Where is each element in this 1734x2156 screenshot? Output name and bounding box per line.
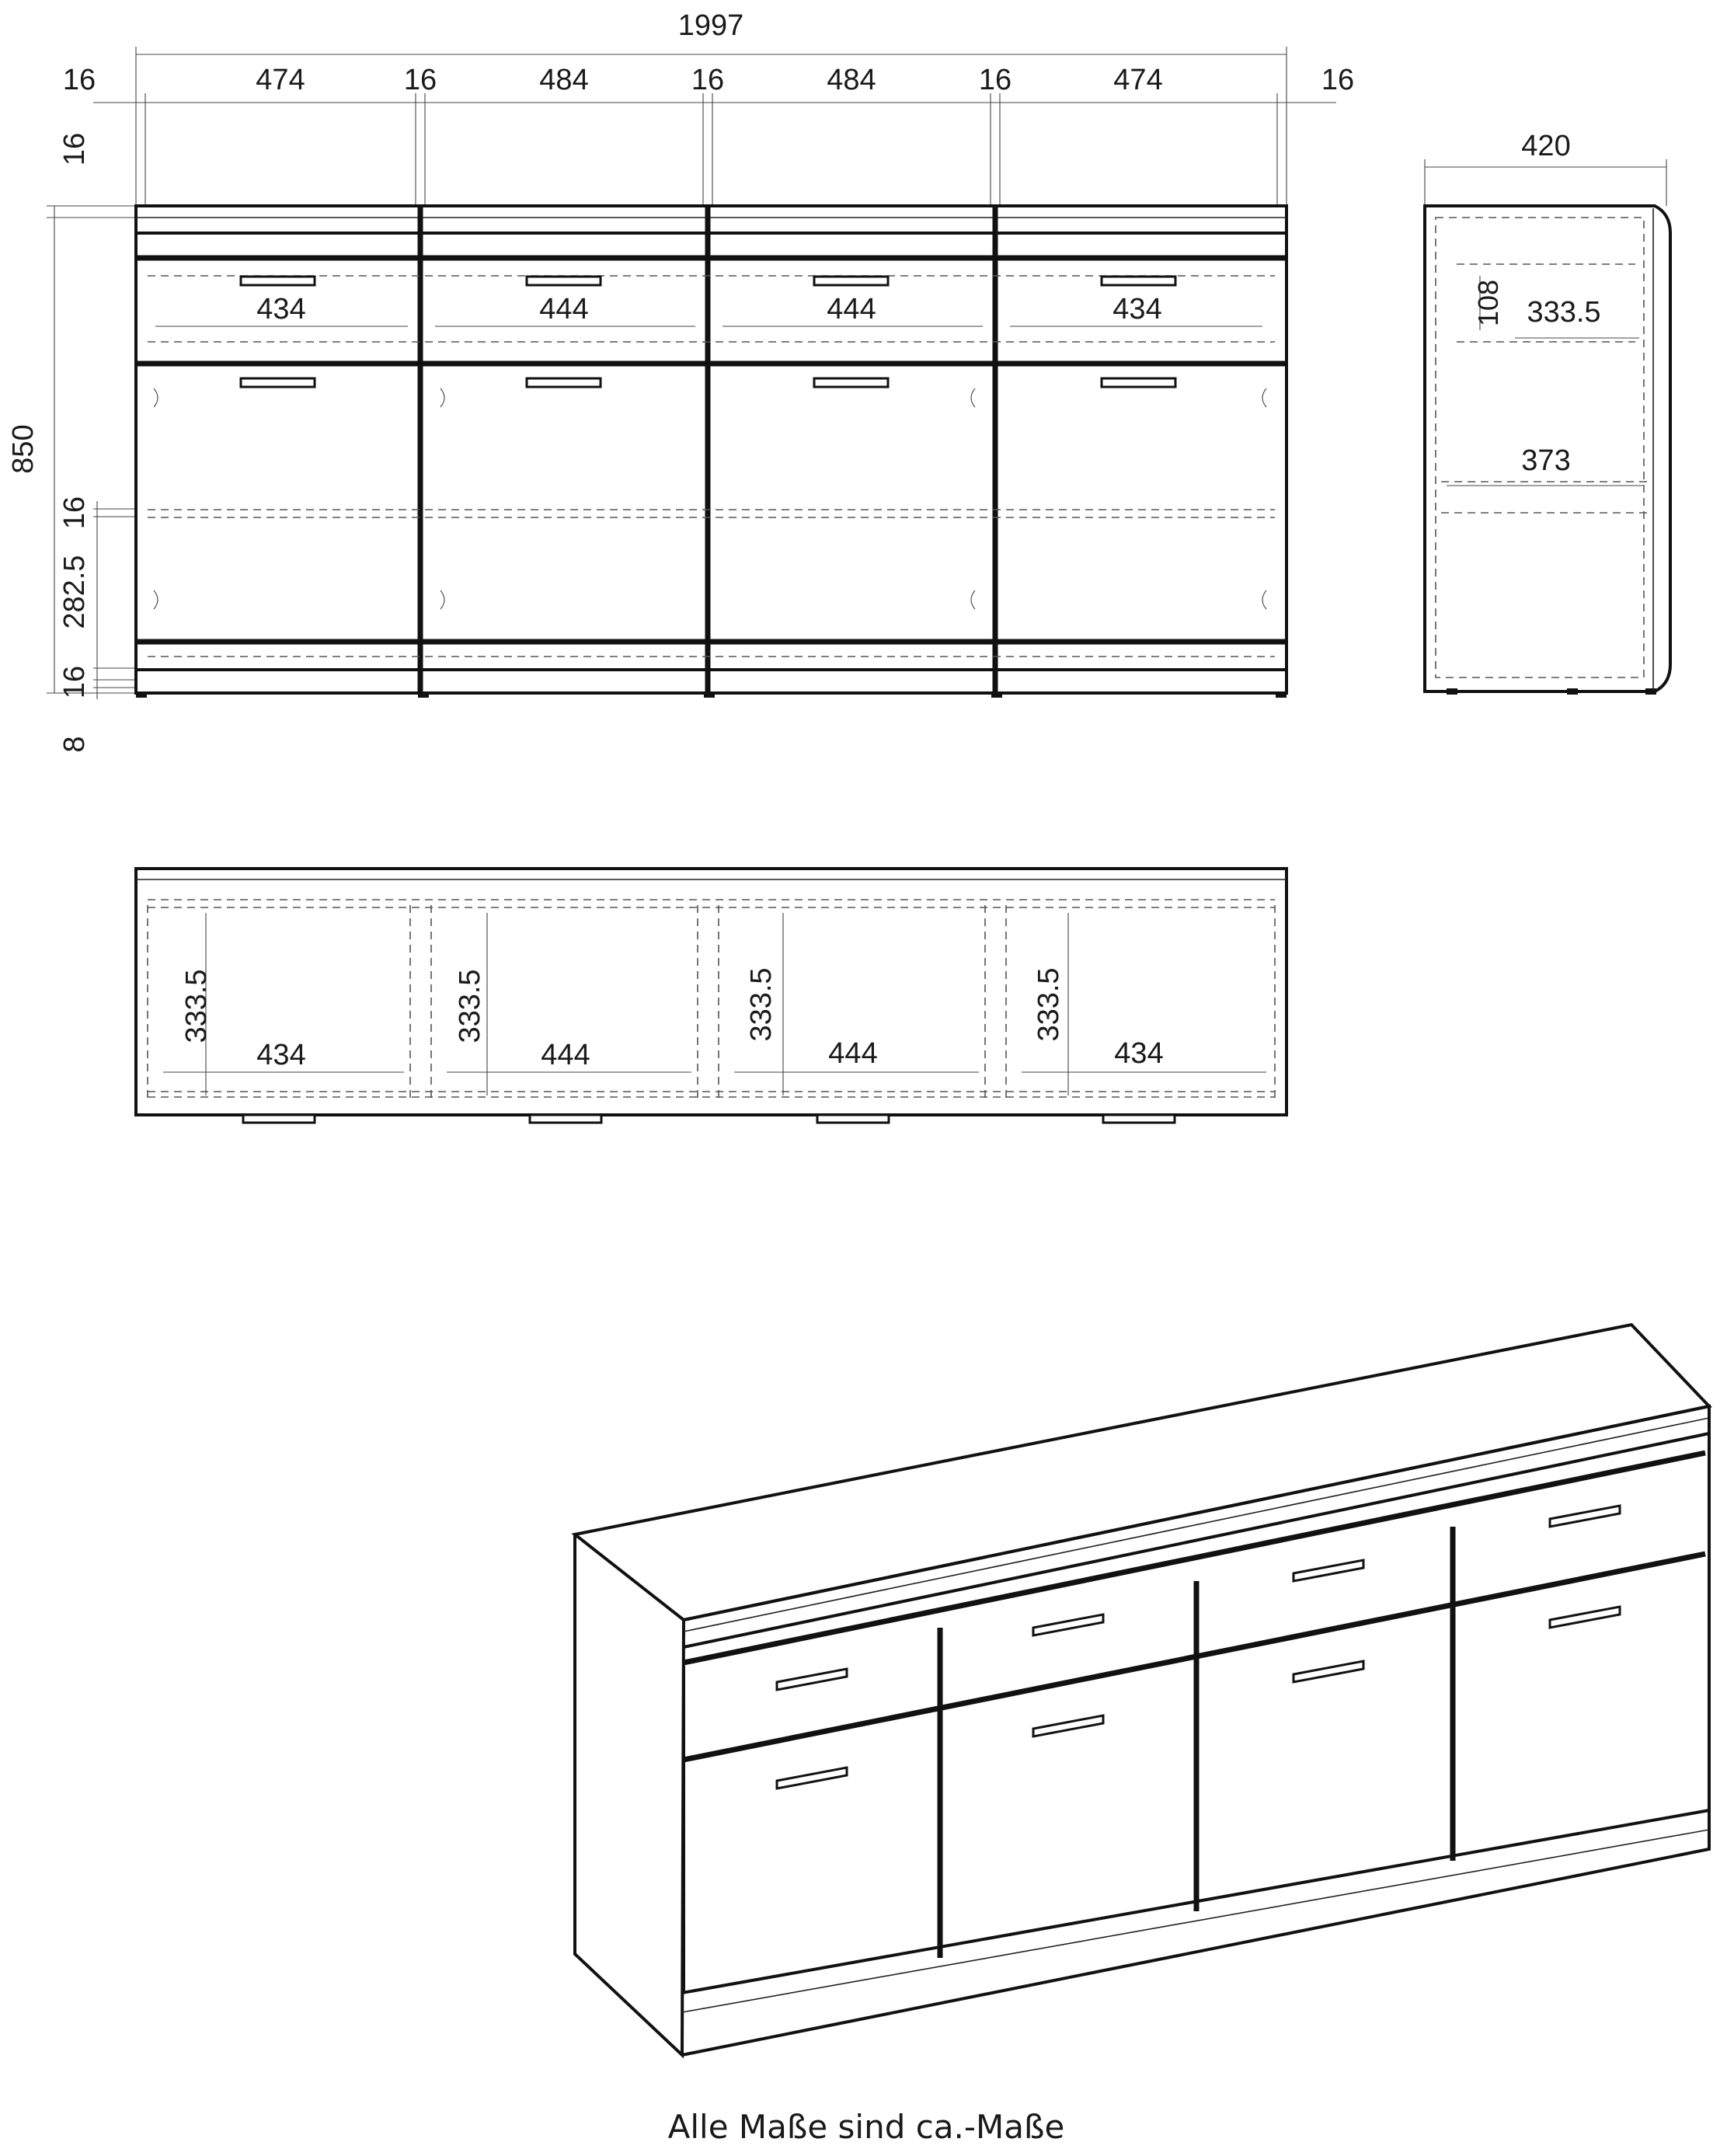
dim-col-2: 484 [539, 64, 589, 96]
front-view [7, 9, 1354, 753]
dim-foot-height: 8 [58, 736, 91, 753]
dim-top-panel: 16 [58, 132, 91, 166]
top-drawer-depth-4: 333.5 [1032, 967, 1065, 1042]
dim-divider-3: 16 [978, 64, 1012, 96]
front-drawer-width-4: 434 [1112, 293, 1162, 326]
top-drawer-depth-3: 333.5 [745, 967, 778, 1042]
top-drawer-width-4: 434 [1114, 1037, 1164, 1070]
top-drawer-depth-1: 333.5 [180, 969, 213, 1043]
dim-bottom-panel: 16 [58, 665, 91, 699]
top-view [136, 869, 1287, 1123]
top-drawer-depth-2: 333.5 [454, 969, 486, 1043]
dim-side-left: 16 [62, 64, 96, 96]
front-drawer-width-3: 444 [827, 293, 876, 326]
side-depth-label: 420 [1521, 130, 1571, 162]
side-drawer-depth: 333.5 [1527, 296, 1601, 329]
front-drawer-width-2: 444 [539, 293, 589, 326]
footnote-caption: Alle Maße sind ca.-Maße [667, 2108, 1065, 2146]
side-drawer-height: 108 [1472, 279, 1504, 327]
side-shelf-depth: 373 [1521, 444, 1571, 477]
dim-side-right: 16 [1321, 64, 1355, 96]
dim-col-1: 474 [256, 64, 305, 96]
dim-shelf-panel: 16 [58, 496, 91, 530]
overall-height-label: 850 [7, 424, 40, 474]
side-view [1425, 130, 1670, 695]
top-drawer-width-2: 444 [541, 1039, 590, 1071]
dim-col-4: 474 [1113, 64, 1163, 96]
top-drawer-width-3: 444 [828, 1037, 878, 1070]
perspective-view [575, 1325, 1709, 2055]
dim-divider-2: 16 [691, 64, 725, 96]
dim-col-3: 484 [827, 64, 876, 96]
overall-width-label: 1997 [677, 9, 744, 42]
front-drawer-width-1: 434 [256, 293, 306, 326]
top-drawer-width-1: 434 [256, 1039, 306, 1071]
dim-compartment-height: 282.5 [58, 555, 91, 629]
dim-divider-1: 16 [403, 64, 437, 96]
